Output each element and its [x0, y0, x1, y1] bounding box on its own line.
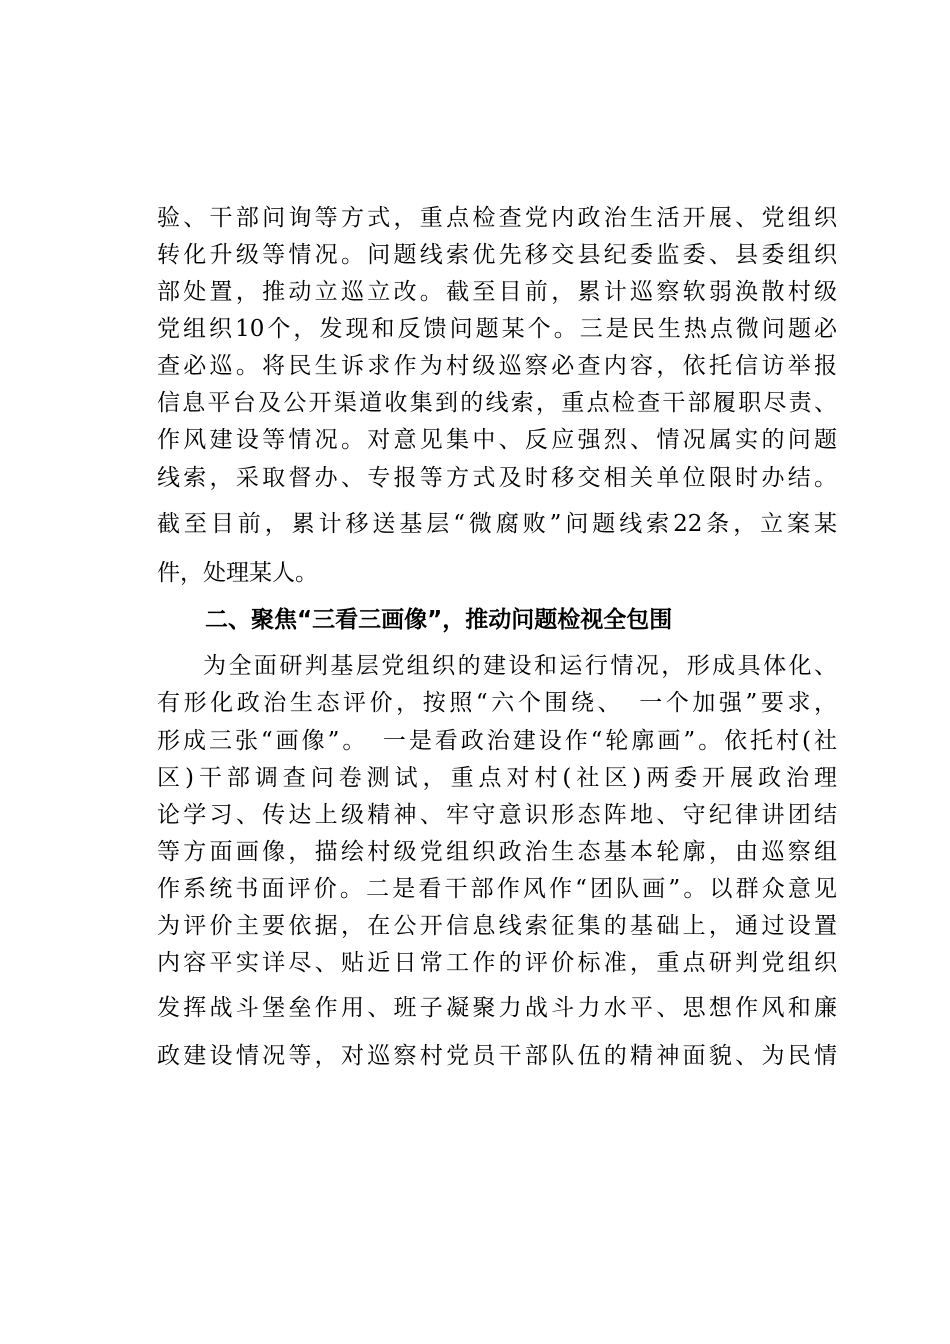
text-line: 为全面研判基层党组织的建设和运行情况，形成具体化、	[203, 653, 837, 679]
text-line: 等方面画像，描绘村级党组织政治生态基本轮廓，由巡察组	[157, 839, 837, 865]
text-line: 形成三张“画像”。 一是看政治建设作“轮廓画”。依托村(社	[157, 728, 837, 754]
text-line: 部处置，推动立巡立改。截至目前，累计巡察软弱涣散村级	[157, 279, 837, 305]
text-line: 截至目前，累计移送基层“微腐败”问题线索22条，立案某	[157, 511, 837, 537]
text-line: 有形化政治生态评价，按照“六个围绕、 一个加强”要求，	[157, 690, 837, 716]
section-heading: 二、聚焦“三看三画像”，推动问题检视全包围	[205, 607, 673, 633]
text-line: 区)干部调查问卷测试，重点对村(社区)两委开展政治理	[157, 765, 837, 791]
text-line: 转化升级等情况。问题线索优先移交县纪委监委、县委组织	[157, 242, 837, 268]
text-line: 内容平实详尽、贴近日常工作的评价标准，重点研判党组织	[157, 950, 837, 976]
text-line: 验、干部问询等方式，重点检查党内政治生活开展、党组织	[157, 205, 837, 231]
text-line: 党组织10个，发现和反馈问题某个。三是民生热点微问题必	[157, 316, 837, 342]
text-line: 件，处理某人。	[157, 560, 318, 586]
text-line: 论学习、传达上级精神、牢守意识形态阵地、守纪律讲团结	[157, 802, 837, 828]
text-line: 发挥战斗堡垒作用、班子凝聚力战斗力水平、思想作风和廉	[157, 995, 837, 1021]
text-line: 政建设情况等，对巡察村党员干部队伍的精神面貌、为民情	[157, 1043, 837, 1069]
text-line: 信息平台及公开渠道收集到的线索，重点检查干部履职尽责、	[157, 390, 837, 416]
text-line: 查必巡。将民生诉求作为村级巡察必查内容，依托信访举报	[157, 353, 837, 379]
text-line: 为评价主要依据，在公开信息线索征集的基础上，通过设置	[157, 913, 837, 939]
text-line: 线索，采取督办、专报等方式及时移交相关单位限时办结。	[157, 465, 837, 491]
text-line: 作风建设等情况。对意见集中、反应强烈、情况属实的问题	[157, 427, 837, 453]
text-line: 作系统书面评价。二是看干部作风作“团队画”。以群众意见	[157, 876, 837, 902]
